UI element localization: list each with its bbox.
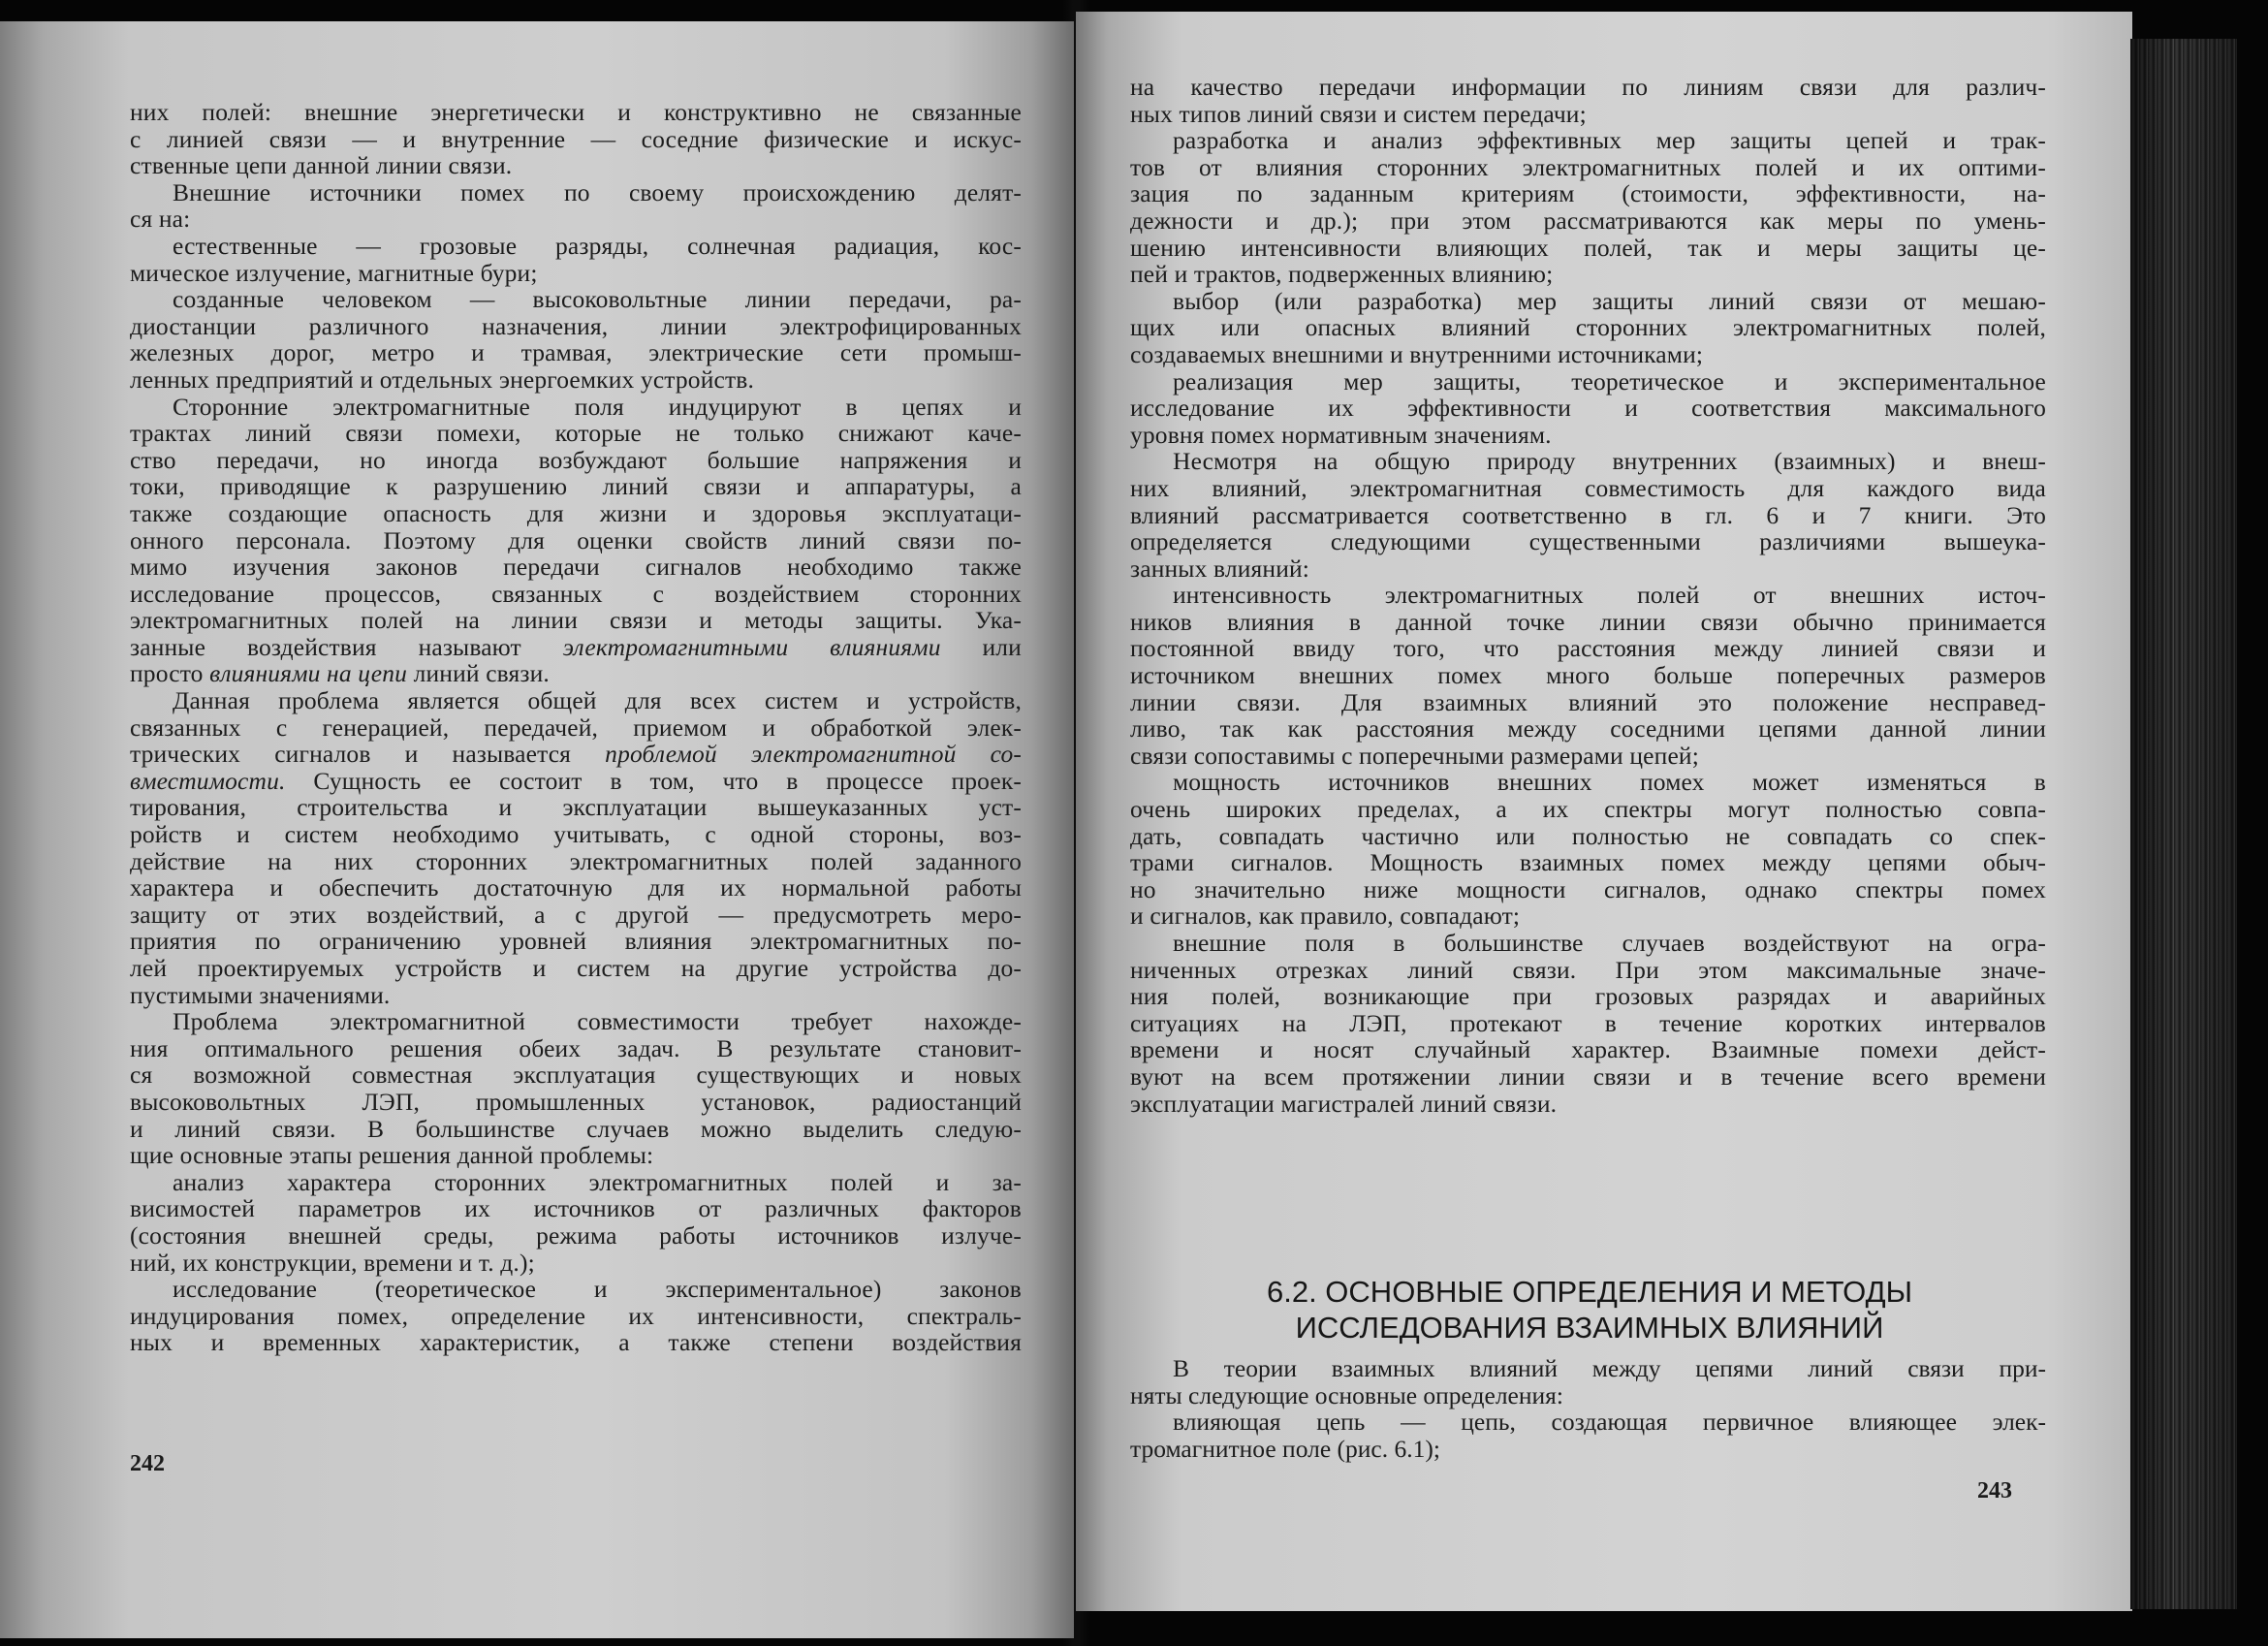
left-page-text-line: приятия по ограничению уровней влияния электромагнитных по- <box>130 927 1022 956</box>
right-page-text-line: трами сигналов. Мощность взаимных помех между цепями обыч- <box>1130 848 2046 877</box>
left-page-text-line: (состояния внешней среды, режима работы источников излуче- <box>130 1220 1022 1250</box>
right-page-text-line: дать, совпадать частично или полностью не совпадать со спек- <box>1130 821 2046 850</box>
right-page-text-line: щих или опасных влияний сторонних электромагнитных полей, <box>1130 313 2046 342</box>
left-page-text-line: ство передачи, но иногда возбуждают большие напряжения и <box>130 445 1022 474</box>
right-page-text-line: постоянной ввиду того, что расстояния между линией связи и <box>1130 634 2046 663</box>
left-page-text <box>130 99 1022 1356</box>
left-page-text-line: высоковольтных ЛЭП, промышленных установок, радиостанций <box>130 1087 1022 1116</box>
right-page-text-line: ния полей, возникающие при грозовых разрядах и аварийных <box>1130 982 2046 1011</box>
right-page-text-line: занных влияний: <box>1130 554 1310 583</box>
left-page-text-line: Внешние источники помех по своему происхождению делят- <box>173 177 1022 206</box>
left-page-text-line: мическое излучение, магнитные бури; <box>130 258 538 287</box>
right-page-text-line: ников влияния в данной точке линии связи обычно принимается <box>1130 607 2046 636</box>
left-page-text-line: висимостей параметров их источников от различных факторов <box>130 1194 1022 1223</box>
left-page-text-line: действие на них сторонних электромагнитных полей заданного <box>130 846 1022 875</box>
right-page-text-line: мощность источников внешних помех может изменяться в <box>1173 768 2046 797</box>
right-page-text-line: очень широких пределах, а их спектры могут полностью совпа- <box>1130 795 2046 824</box>
left-page-text-line: Сторонние электромагнитные поля индуцируют в цепях и <box>173 392 1022 421</box>
right-page-text-line: уровня помех нормативным значениям. <box>1130 420 1552 449</box>
left-page-text-line: онного персонала. Поэтому для оценки свойств линий связи по- <box>130 525 1022 554</box>
book-page-edges-shade <box>2130 39 2237 1609</box>
page-number-right: 243 <box>1977 1478 2012 1504</box>
right-page-text-line: и сигналов, как правило, совпадают; <box>1130 902 1521 931</box>
left-page-text-line: исследование (теоретическое и экспериментальное) законов <box>173 1275 1022 1304</box>
right-page-text-line: источником внешних помех много больше поперечных размеров <box>1130 661 2046 690</box>
right-page-text-line: но значительно ниже мощности сигналов, однако спектры помех <box>1130 874 2046 903</box>
left-page-text-line: и линий связи. В большинстве случаев можно выделить следую- <box>130 1114 1022 1143</box>
right-page-text-line: связи сопоставимы с поперечными размерами цепей; <box>1130 741 1699 770</box>
left-page-text-line: пустимыми значениями. <box>130 980 391 1009</box>
section-heading-line-2: ИССЛЕДОВАНИЯ ВЗАИМНЫХ ВЛИЯНИЙ <box>1295 1311 1884 1345</box>
right-page-text-line: на качество передачи информации по линиям связи для различ- <box>1130 73 2046 101</box>
right-page-text-line: зация по заданным критериям (стоимости, эффективности, на- <box>1130 179 2046 208</box>
left-page-text-line: лей проектируемых устройств и систем на другие устройства до- <box>130 954 1022 982</box>
left-page-text-line: исследование процессов, связанных с воздействием сторонних <box>130 579 1022 608</box>
left-page-text-line: ройств и систем необходимо учитывать, с одной стороны, воз- <box>130 820 1022 849</box>
right-page-text-line: времени и носят случайный характер. Взаимные помехи дейст- <box>1130 1035 2046 1064</box>
left-page-text-line: мимо изучения законов передачи сигналов необходимо также <box>130 553 1022 582</box>
right-page-text-line: ливо, так как расстояния между соседними цепями данной линии <box>1130 714 2046 744</box>
left-page-text-line: ленных предприятий и отдельных энергоемких устройств. <box>130 364 754 394</box>
page-right <box>1076 12 2132 1611</box>
left-page-text-line: щие основные этапы решения данной проблемы: <box>130 1141 654 1170</box>
right-page-text-line: создаваемых внешними и внутренними источниками; <box>1130 339 1704 368</box>
left-page-text-line: связанных с генерацией, передачей, приемом и обработкой элек- <box>130 712 1022 742</box>
left-page-text-line: них полей: внешние энергетически и конструктивно не связанные <box>130 98 1022 126</box>
right-page-text-line: линии связи. Для взаимных влияний это положение несправед- <box>1130 687 2046 716</box>
right-page-text-line: исследование их эффективности и соответствия максимального <box>1130 394 2046 423</box>
left-page-text-line: анализ характера сторонних электромагнитных полей и за- <box>173 1167 1022 1196</box>
right-page-text-line: ных типов линий связи и систем передачи; <box>1130 99 1587 128</box>
right-page-text-line: выбор (или разработка) мер защиты линий связи от мешаю- <box>1173 286 2046 315</box>
left-page-text-line: ся на: <box>130 205 191 234</box>
right-page-text-line: эксплуатации магистралей линий связи. <box>1130 1089 1558 1118</box>
right-page-text-line: интенсивность электромагнитных полей от внешних источ- <box>1173 581 2046 610</box>
left-page-text-line: ния оптимального решения обеих задач. В результате становит- <box>130 1033 1022 1062</box>
right-page-text-after-heading-line: В теории взаимных влияний между цепями линий связи при- <box>1173 1354 2046 1382</box>
left-page-text-line: ся возможной совместная эксплуатация существующих и новых <box>130 1060 1022 1090</box>
right-page-text-after-heading-line: няты следующие основные определения: <box>1130 1380 1563 1409</box>
right-page-text <box>1130 74 2046 1117</box>
right-page-text-after-heading-line: влияющая цепь — цепь, создающая первичное влияющее элек- <box>1173 1408 2046 1437</box>
right-page-text-line: пей и трактов, подверженных влиянию; <box>1130 260 1554 289</box>
right-page-text-line: шению интенсивности влияющих полей, так и меры защиты це- <box>1130 233 2046 262</box>
left-page-text-line: характера и обеспечить достаточную для их нормальной работы <box>130 873 1022 902</box>
left-page-text-line: трактах линий связи помехи, которые не только снижают каче- <box>130 419 1022 448</box>
left-page-text-line: ственные цепи данной линии связи. <box>130 151 513 180</box>
right-page-text-line: ниченных отрезках линий связи. При этом максимальные значе- <box>1130 955 2046 984</box>
right-page-text-after-heading-line: тромагнитное поле (рис. 6.1); <box>1130 1434 1440 1463</box>
right-page-text-line: влияний рассматривается соответственно в гл. 6 и 7 книги. Это <box>1130 500 2046 529</box>
right-page-text-line: них влияний, электромагнитная совместимость для каждого вида <box>1130 473 2046 502</box>
left-page-text-line: ний, их конструкции, времени и т. д.); <box>130 1248 535 1277</box>
left-page-text-line: Данная проблема является общей для всех систем и устройств, <box>173 686 1022 715</box>
left-page-text-line: трических сигналов и называется проблемой электромагнитной со- <box>130 740 1022 769</box>
section-heading-line-1: 6.2. ОСНОВНЫЕ ОПРЕДЕЛЕНИЯ И МЕТОДЫ <box>1266 1275 1913 1309</box>
left-page-text-line: просто влияниями на цепи линий связи. <box>130 659 550 688</box>
left-page-text-line: тирования, строительства и эксплуатации вышеуказанных уст- <box>130 793 1022 822</box>
left-page-text-line: железных дорог, метро и трамвая, электрические сети промыш- <box>130 338 1022 367</box>
left-page-text-line: созданные человеком — высоковольтные линии передачи, ра- <box>173 285 1022 314</box>
section-heading <box>1134 1274 2045 1345</box>
left-page-text-line: Проблема электромагнитной совместимости требует нахожде- <box>173 1007 1022 1036</box>
right-page-text-line: дежности и др.); при этом рассматриваются как меры по умень- <box>1130 206 2046 235</box>
page-left <box>0 21 1074 1638</box>
left-page-text-line: вместимости. Сущность ее состоит в том, что в процессе проек- <box>130 766 1022 795</box>
right-page-text-line: вуют на всем протяжении линии связи и в течение всего времени <box>1130 1061 2046 1091</box>
left-page-text-line: также создающие опасность для жизни и здоровья эксплуатаци- <box>130 498 1022 527</box>
left-page-text-line: естественные — грозовые разряды, солнечная радиация, кос- <box>173 231 1022 260</box>
left-page-text-line: с линией связи — и внутренние — соседние физические и искус- <box>130 124 1022 153</box>
right-page-text-line: определяется следующими существенными различиями вышеука- <box>1130 527 2046 556</box>
right-page-text-line: тов от влияния сторонних электромагнитных полей и их оптими- <box>1130 152 2046 181</box>
right-page-text-line: ситуациях на ЛЭП, протекают в течение коротких интервалов <box>1130 1008 2046 1037</box>
right-page-text-line: Несмотря на общую природу внутренних (взаимных) и внеш- <box>1173 447 2046 476</box>
left-page-text-line: электромагнитных полей на линии связи и методы защиты. Ука- <box>130 606 1022 635</box>
right-page-text-line: разработка и анализ эффективных мер защиты цепей и трак- <box>1173 126 2046 155</box>
right-page-text-line: реализация мер защиты, теоретическое и экспериментальное <box>1173 366 2046 396</box>
left-page-text-line: занные воздействия называют электромагнитными влияниями или <box>130 632 1022 661</box>
right-page-text-line: внешние поля в большинстве случаев воздействуют на огра- <box>1173 929 2046 957</box>
left-page-text-line: защиту от этих воздействий, а с другой — предусмотреть меро- <box>130 900 1022 929</box>
left-page-text-line: токи, приводящие к разрушению линий связи и аппаратуры, а <box>130 472 1022 501</box>
right-page-text-after-heading <box>1130 1355 2046 1462</box>
left-page-text-line: ных и временных характеристик, а также степени воздействия <box>130 1328 1022 1357</box>
left-page-text-line: диостанции различного назначения, линии электрофицированных <box>130 311 1022 340</box>
left-page-text-line: индуцирования помех, определение их интенсивности, спектраль- <box>130 1301 1022 1330</box>
page-number-left: 242 <box>130 1451 165 1476</box>
